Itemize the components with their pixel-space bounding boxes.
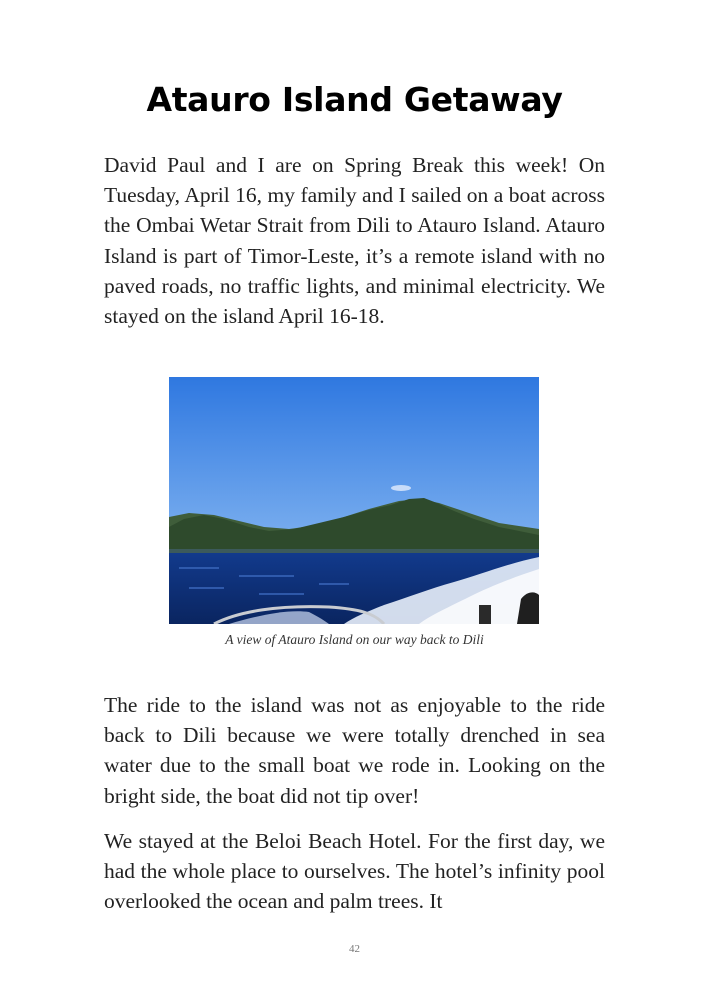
page-number: 42 <box>349 943 360 955</box>
paragraph-ride: The ride to the island was not as enjoyable to the ride back to Dili because we were totally drenched in sea water due to the small boat we rode in. Looking on the bright side, the boat did not tip over! <box>104 693 605 808</box>
page-title: Atauro Island Getaway <box>146 80 563 119</box>
paragraph-hotel: We stayed at the Beloi Beach Hotel. For the first day, we had the whole place to ourselves. The hotel’s infinity pool overlooked the ocean and palm trees. It <box>104 829 605 914</box>
cloud <box>391 485 411 491</box>
photo-caption: A view of Atauro Island on our way back to Dili <box>225 632 484 647</box>
boat-post <box>479 605 491 624</box>
photo-illustration <box>169 377 539 624</box>
atauro-island-photo <box>169 377 539 624</box>
paragraph-intro: David Paul and I are on Spring Break this week! On Tuesday, April 16, my family and I sailed on a boat across the Ombai Wetar Strait from Dili to Atauro Island. Atauro Island is part of Timor-Leste, it’s a remote island with no paved roads, no traffic lights, and minimal electricity. We stayed on the island April 16-18. <box>104 153 605 329</box>
